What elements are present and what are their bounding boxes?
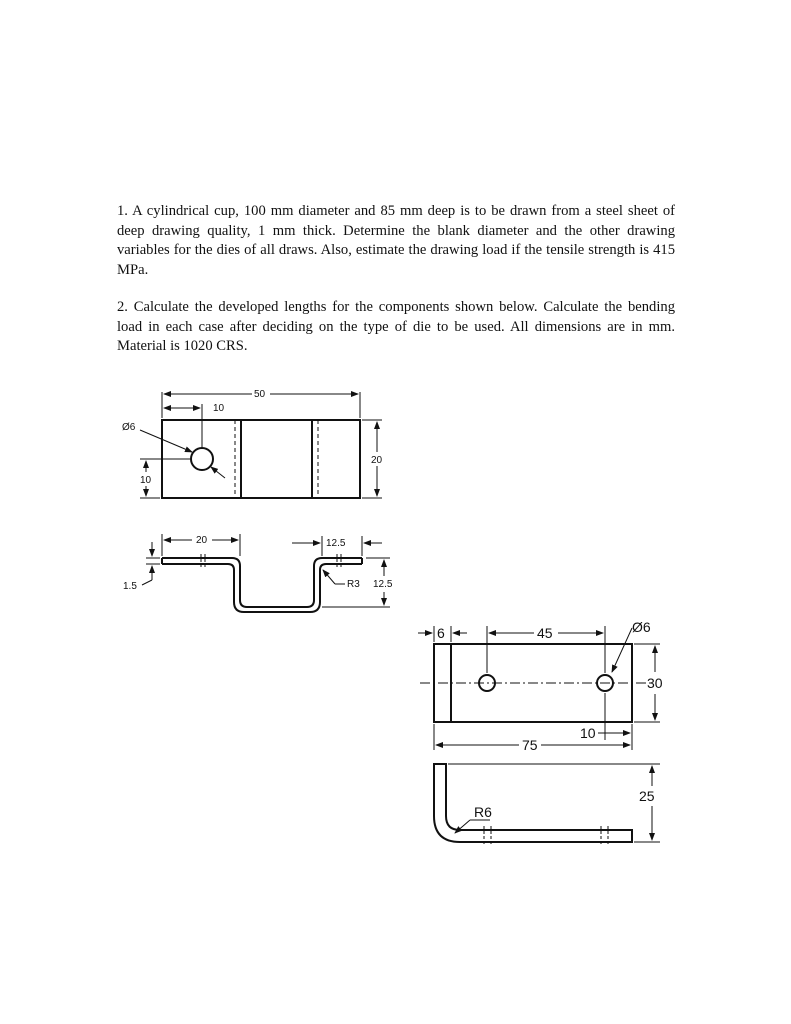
problem-2-text: 2. Calculate the developed lengths for the components shown below. Calculate the bending load in each case after deciding on the type of die to be used. All dimensions are in mm. Material is 1020 CRS. — [117, 299, 675, 355]
dim-height: 20 — [371, 455, 383, 466]
dim-hole-offset-y: 10 — [140, 475, 152, 486]
dim-radius: R6 — [474, 804, 492, 820]
dim-hole-spacing: 45 — [537, 625, 553, 641]
dim-flange-right: 12.5 — [326, 538, 346, 549]
dim-length: 75 — [522, 737, 538, 753]
dim-flange-left: 20 — [196, 535, 208, 546]
dim-hole-offset-x: 10 — [213, 403, 225, 414]
dim-hole-edge: 10 — [580, 725, 596, 741]
problem-1-text: 1. A cylindrical cup, 100 mm diameter and 85 mm deep is to be drawn from a steel sheet of deep drawing quality, 1 mm thick. Determine the blank diameter and the other drawing variables for the dies of all draws. Also, estimate the drawing load if the tensile strength is 415 MPa. — [117, 203, 675, 278]
dim-radius: R3 — [347, 579, 360, 590]
dim-edge-offset: 6 — [437, 625, 445, 641]
dim-width: 30 — [647, 675, 663, 691]
dim-hole-dia: Ø6 — [632, 619, 651, 635]
dim-height: 25 — [639, 788, 655, 804]
dim-thickness: 1.5 — [123, 581, 137, 592]
dim-length: 50 — [254, 389, 266, 400]
dim-depth: 12.5 — [373, 579, 393, 590]
dim-hole-dia: Ø6 — [122, 422, 136, 433]
